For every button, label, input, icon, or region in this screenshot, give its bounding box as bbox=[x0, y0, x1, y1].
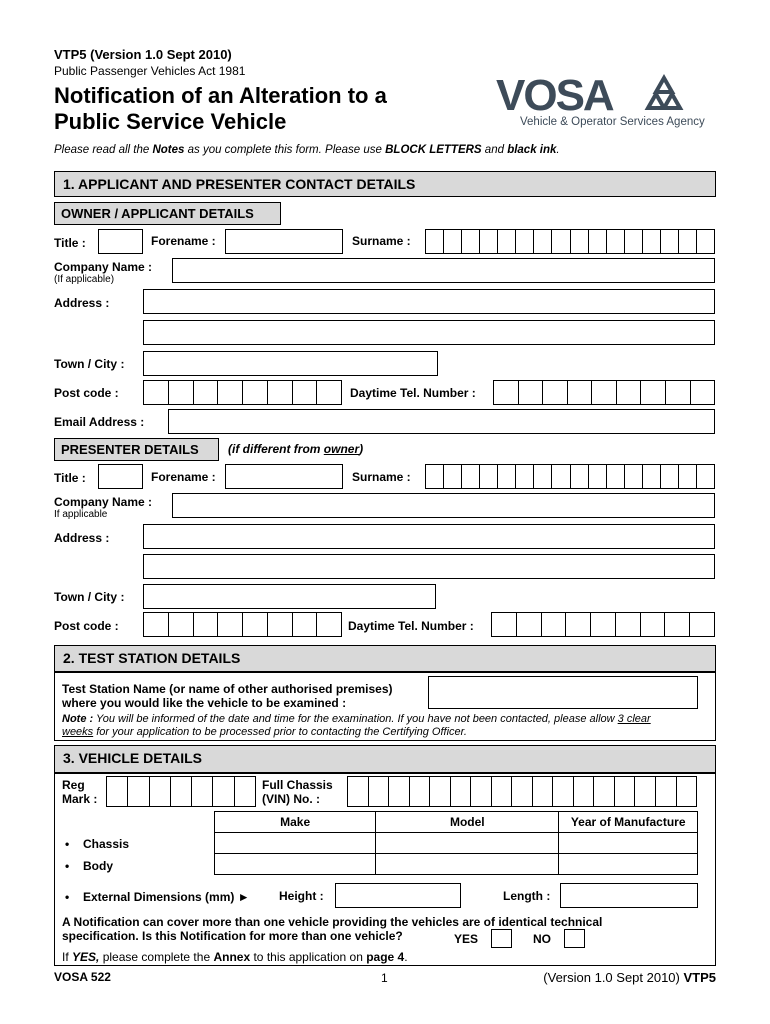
chassis-label-line2: (VIN) No. : bbox=[262, 792, 320, 806]
yes-label: YES bbox=[454, 932, 479, 946]
owner-surname-label: Surname : bbox=[352, 234, 411, 248]
instr-text: . bbox=[556, 144, 560, 156]
owner-forename-label: Forename : bbox=[151, 234, 216, 248]
presenter-tel-label: Daytime Tel. Number : bbox=[348, 619, 474, 633]
presenter-tel-cells[interactable] bbox=[491, 612, 715, 637]
presenter-note-text: ) bbox=[359, 442, 364, 456]
owner-email-label: Email Address : bbox=[54, 415, 145, 429]
reg-label-line1: Reg bbox=[62, 778, 85, 792]
presenter-address-label: Address : bbox=[54, 531, 110, 545]
height-label: Height : bbox=[279, 889, 324, 903]
owner-postcode-label: Post code : bbox=[54, 386, 119, 400]
test-station-label-line2: where you would like the vehicle to be examined : bbox=[62, 696, 347, 710]
note-underline: weeks bbox=[62, 726, 94, 738]
body-model-cell[interactable] bbox=[376, 854, 559, 875]
presenter-company-label: Company Name : bbox=[54, 495, 153, 509]
section2-note bbox=[62, 713, 712, 739]
owner-postcode-cells[interactable] bbox=[143, 380, 342, 405]
page-title bbox=[54, 83, 387, 135]
owner-town-label: Town / City : bbox=[54, 357, 125, 371]
footer-version-code: VTP5 bbox=[683, 970, 716, 985]
table-row-body bbox=[215, 854, 698, 875]
instr-text: as you complete this form. Please use bbox=[184, 144, 386, 156]
annex-text: . bbox=[404, 950, 408, 964]
presenter-address-line1[interactable] bbox=[143, 524, 715, 549]
test-station-input[interactable] bbox=[428, 676, 698, 709]
multi-vehicle-question bbox=[62, 915, 602, 943]
col-make: Make bbox=[215, 812, 376, 833]
instr-text: Please read all the bbox=[54, 144, 153, 156]
instr-ink: black ink bbox=[507, 144, 557, 156]
test-station-label-line1: Test Station Name (or name of other authorised premises) bbox=[62, 682, 393, 696]
height-input[interactable] bbox=[335, 883, 461, 908]
row-label-chassis: • Chassis bbox=[83, 837, 129, 851]
reg-mark-label bbox=[62, 778, 97, 806]
presenter-address-line2[interactable] bbox=[143, 554, 715, 579]
reg-label-line2: Mark : bbox=[62, 792, 98, 806]
instr-text: and bbox=[481, 144, 508, 156]
annex-word: Annex bbox=[213, 950, 251, 964]
col-year: Year of Manufacture bbox=[559, 812, 698, 833]
annex-text: If bbox=[62, 950, 73, 964]
footer-page-number: 1 bbox=[381, 971, 388, 985]
owner-company-note: (If applicable) bbox=[54, 274, 115, 285]
chassis-no-label bbox=[262, 778, 333, 806]
section2-heading: 2. TEST STATION DETAILS bbox=[54, 645, 716, 672]
chassis-no-cells[interactable] bbox=[347, 776, 697, 807]
vehicle-table bbox=[214, 811, 698, 875]
note-underline: 3 clear bbox=[617, 713, 651, 725]
svg-text:VOSA: VOSA bbox=[496, 72, 613, 120]
presenter-company-input[interactable] bbox=[172, 493, 715, 518]
presenter-note-owner: owner bbox=[323, 442, 360, 456]
note-label: Note : bbox=[62, 713, 94, 725]
table-header-row bbox=[215, 812, 698, 833]
annex-page: page 4 bbox=[366, 950, 405, 964]
presenter-note-text: (if different from bbox=[228, 442, 324, 456]
section3-heading: 3. VEHICLE DETAILS bbox=[54, 745, 716, 773]
chassis-year-cell[interactable] bbox=[559, 833, 698, 854]
vosa-logo bbox=[496, 72, 716, 132]
act-name: Public Passenger Vehicles Act 1981 bbox=[54, 64, 246, 78]
instr-block: BLOCK LETTERS bbox=[385, 144, 482, 156]
presenter-surname-cells[interactable] bbox=[425, 464, 715, 489]
presenter-tab: PRESENTER DETAILS bbox=[54, 438, 219, 461]
owner-tel-cells[interactable] bbox=[493, 380, 715, 405]
owner-company-label: Company Name : bbox=[54, 260, 153, 274]
row-label-body: • Body bbox=[83, 859, 113, 873]
annex-note bbox=[62, 950, 408, 964]
presenter-title-label: Title : bbox=[54, 471, 86, 485]
question-line1: A Notification can cover more than one vehicle providing the vehicles are of identical technical bbox=[62, 915, 603, 929]
presenter-postcode-label: Post code : bbox=[54, 619, 119, 633]
reg-mark-cells[interactable] bbox=[106, 776, 256, 807]
presenter-forename-label: Forename : bbox=[151, 470, 216, 484]
note-text: for your application to be processed prior to contacting the Certifying Officer. bbox=[93, 726, 467, 738]
section1-heading: 1. APPLICANT AND PRESENTER CONTACT DETAILS bbox=[54, 171, 716, 197]
owner-town-input[interactable] bbox=[143, 351, 438, 376]
page-title-line1: Notification of an Alteration to a bbox=[54, 83, 387, 108]
annex-text: please complete the bbox=[99, 950, 214, 964]
question-line2: specification. Is this Notification for more than one vehicle? bbox=[62, 929, 403, 943]
presenter-town-label: Town / City : bbox=[54, 590, 125, 604]
footer-version-text: (Version 1.0 Sept 2010) bbox=[543, 970, 684, 985]
table-row-chassis bbox=[215, 833, 698, 854]
test-station-label bbox=[62, 682, 393, 710]
owner-address-label: Address : bbox=[54, 296, 110, 310]
triangle-icon bbox=[648, 78, 680, 108]
presenter-company-note: If applicable bbox=[54, 509, 108, 520]
owner-address-line2[interactable] bbox=[143, 320, 715, 345]
presenter-town-input[interactable] bbox=[143, 584, 436, 609]
owner-address-line1[interactable] bbox=[143, 289, 715, 314]
length-input[interactable] bbox=[560, 883, 698, 908]
presenter-note bbox=[228, 442, 363, 456]
body-make-cell[interactable] bbox=[215, 854, 376, 875]
owner-title-label: Title : bbox=[54, 236, 86, 250]
presenter-surname-label: Surname : bbox=[352, 470, 411, 484]
owner-title-input[interactable] bbox=[98, 229, 143, 254]
length-label: Length : bbox=[503, 889, 551, 903]
dimensions-label: • External Dimensions (mm) ► bbox=[83, 890, 250, 904]
annex-yes: YES, bbox=[72, 950, 100, 964]
chassis-model-cell[interactable] bbox=[376, 833, 559, 854]
yes-checkbox[interactable] bbox=[491, 929, 512, 948]
agency-name: Vehicle & Operator Services Agency bbox=[520, 116, 705, 128]
owner-email-input[interactable] bbox=[168, 409, 715, 434]
chassis-make-cell[interactable] bbox=[215, 833, 376, 854]
page-title-line2: Public Service Vehicle bbox=[54, 109, 287, 134]
owner-tel-label: Daytime Tel. Number : bbox=[350, 386, 476, 400]
owner-forename-input[interactable] bbox=[225, 229, 343, 254]
footer-version bbox=[543, 970, 716, 985]
presenter-postcode-cells[interactable] bbox=[143, 612, 342, 637]
note-text: You will be informed of the date and time for the examination. If you have not been contacted, please allow bbox=[93, 713, 618, 725]
instructions bbox=[54, 144, 560, 156]
owner-company-input[interactable] bbox=[172, 258, 715, 283]
instr-notes: Notes bbox=[152, 144, 185, 156]
owner-tab: OWNER / APPLICANT DETAILS bbox=[54, 202, 281, 225]
form-id: VTP5 (Version 1.0 Sept 2010) bbox=[54, 47, 232, 62]
presenter-forename-input[interactable] bbox=[225, 464, 343, 489]
body-year-cell[interactable] bbox=[559, 854, 698, 875]
annex-text: to this application on bbox=[250, 950, 367, 964]
col-model: Model bbox=[376, 812, 559, 833]
owner-surname-cells[interactable] bbox=[425, 229, 715, 254]
no-label: NO bbox=[533, 932, 551, 946]
chassis-label-line1: Full Chassis bbox=[262, 778, 333, 792]
footer-form-number: VOSA 522 bbox=[54, 970, 111, 984]
presenter-title-input[interactable] bbox=[98, 464, 143, 489]
no-checkbox[interactable] bbox=[564, 929, 585, 948]
